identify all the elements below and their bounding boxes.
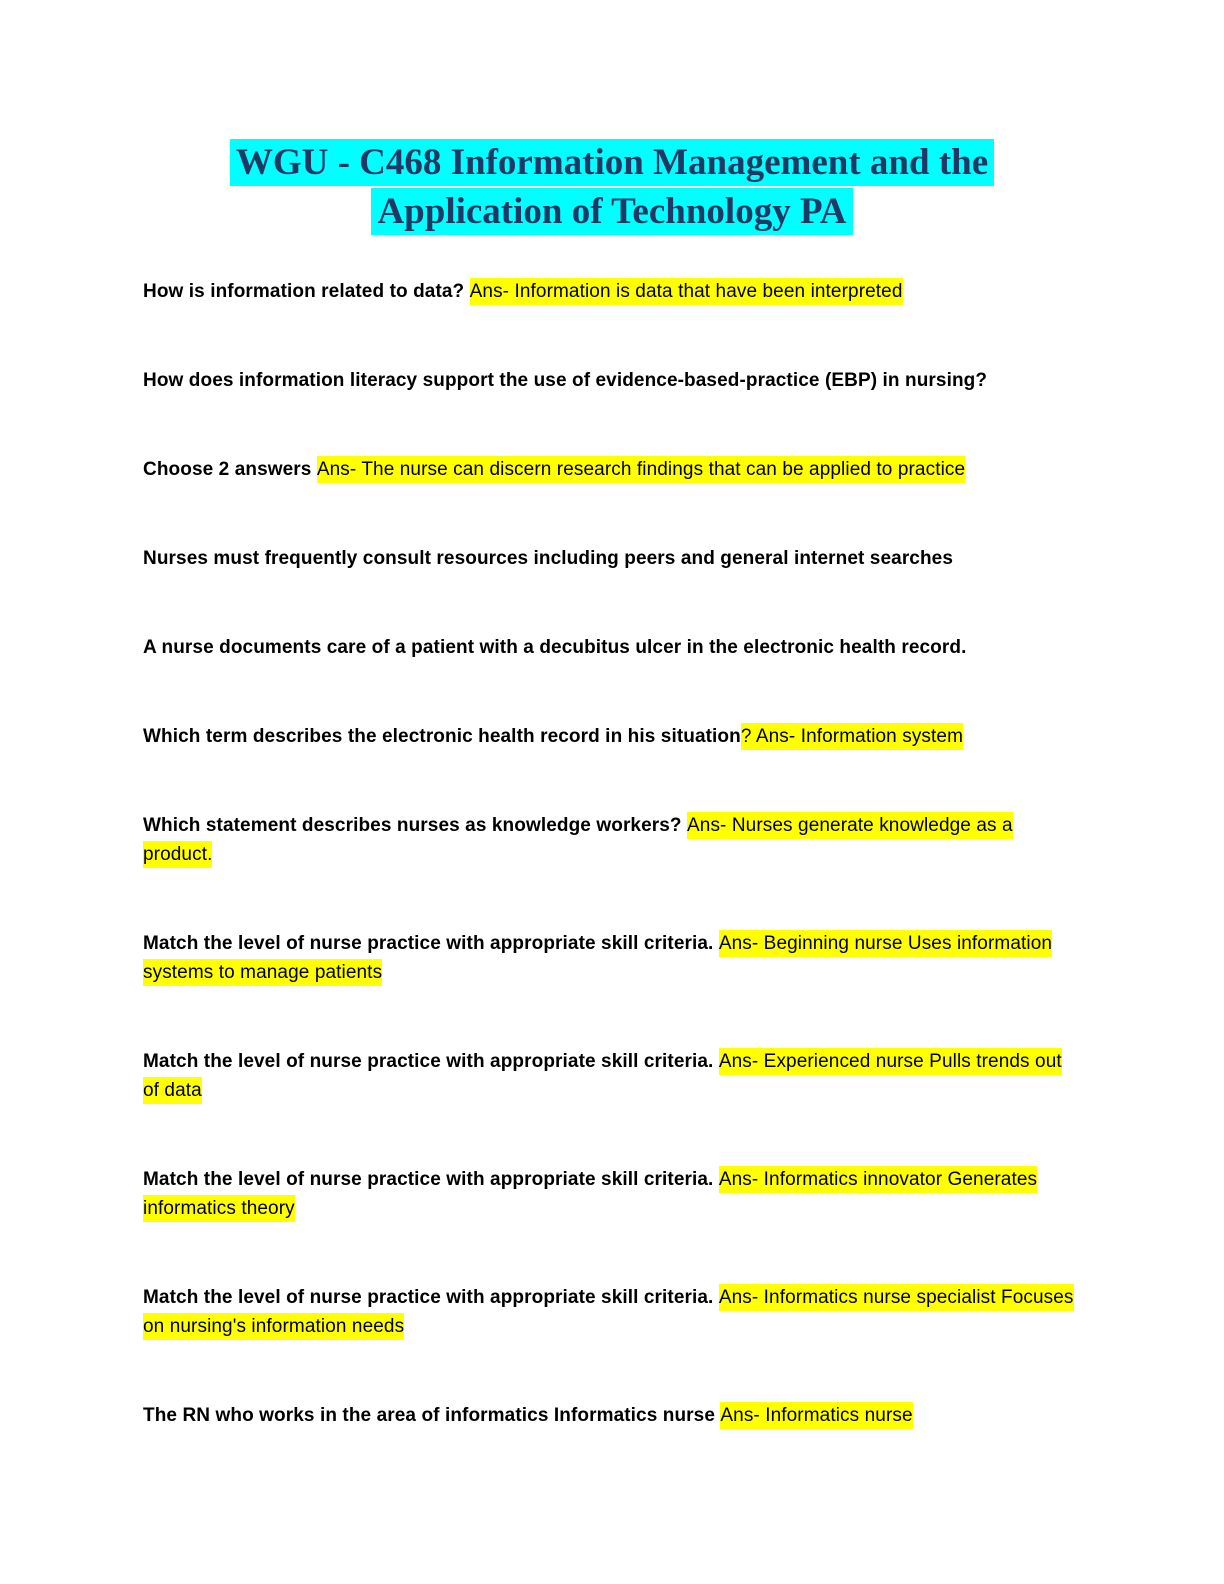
qa-paragraph [143, 544, 1184, 573]
answer-highlight: of data [143, 1077, 202, 1104]
question-text: How is information related to data? [143, 281, 470, 302]
answer-highlight: product. [143, 841, 212, 868]
question-text: Nurses must frequently consult resources including peers and general internet searches [143, 548, 954, 569]
qa-paragraph [143, 722, 1184, 751]
answer-highlight: ? Ans- Information system [741, 723, 963, 750]
qa-paragraph [143, 811, 1184, 869]
question-text: A nurse documents care of a patient with a decubitus ulcer in the electronic health record. [143, 637, 967, 658]
answer-highlight: informatics theory [143, 1195, 295, 1222]
title-line-1: WGU - C468 Information Management and the [230, 139, 994, 186]
answer-highlight: on nursing's information needs [143, 1313, 404, 1340]
document-title [100, 138, 1124, 236]
qa-paragraph [143, 277, 1184, 306]
question-text: Which statement describes nurses as knowledge workers? [143, 815, 688, 836]
qa-paragraph [143, 1401, 1184, 1430]
question-text: Match the level of nurse practice with appropriate skill criteria. [143, 933, 719, 954]
document-body [0, 277, 1224, 1430]
answer-highlight: Ans- Beginning nurse Uses information [719, 930, 1052, 957]
question-text: Which term describes the electronic health record in his situation [143, 726, 741, 747]
answer-highlight: Ans- Experienced nurse Pulls trends out [719, 1048, 1062, 1075]
qa-paragraph [143, 366, 1184, 395]
title-line-2: Application of Technology PA [371, 188, 852, 235]
answer-highlight: Ans- Informatics nurse specialist Focuses [719, 1284, 1074, 1311]
question-text: The RN who works in the area of informatics Informatics nurse [143, 1405, 721, 1426]
answer-highlight: Ans- The nurse can discern research findings that can be applied to practice [317, 456, 965, 483]
qa-paragraph [143, 1283, 1184, 1341]
answer-highlight: systems to manage patients [143, 959, 382, 986]
qa-paragraph [143, 455, 1184, 484]
answer-highlight: Ans- Information is data that have been interpreted [470, 278, 903, 305]
qa-paragraph [143, 929, 1184, 987]
qa-paragraph [143, 1047, 1184, 1105]
answer-highlight: Ans- Informatics innovator Generates [719, 1166, 1037, 1193]
answer-highlight: Ans- Nurses generate knowledge as a [687, 812, 1013, 839]
question-text: Match the level of nurse practice with appropriate skill criteria. [143, 1287, 719, 1308]
title-block [100, 138, 1124, 236]
answer-highlight: Ans- Informatics nurse [720, 1402, 912, 1429]
question-text: How does information literacy support the use of evidence-based-practice (EBP) in nursing? [143, 370, 988, 391]
question-text: Match the level of nurse practice with appropriate skill criteria. [143, 1169, 719, 1190]
qa-paragraph [143, 633, 1184, 662]
question-text: Choose 2 answers [143, 459, 317, 480]
qa-paragraph [143, 1165, 1184, 1223]
question-text: Match the level of nurse practice with appropriate skill criteria. [143, 1051, 719, 1072]
